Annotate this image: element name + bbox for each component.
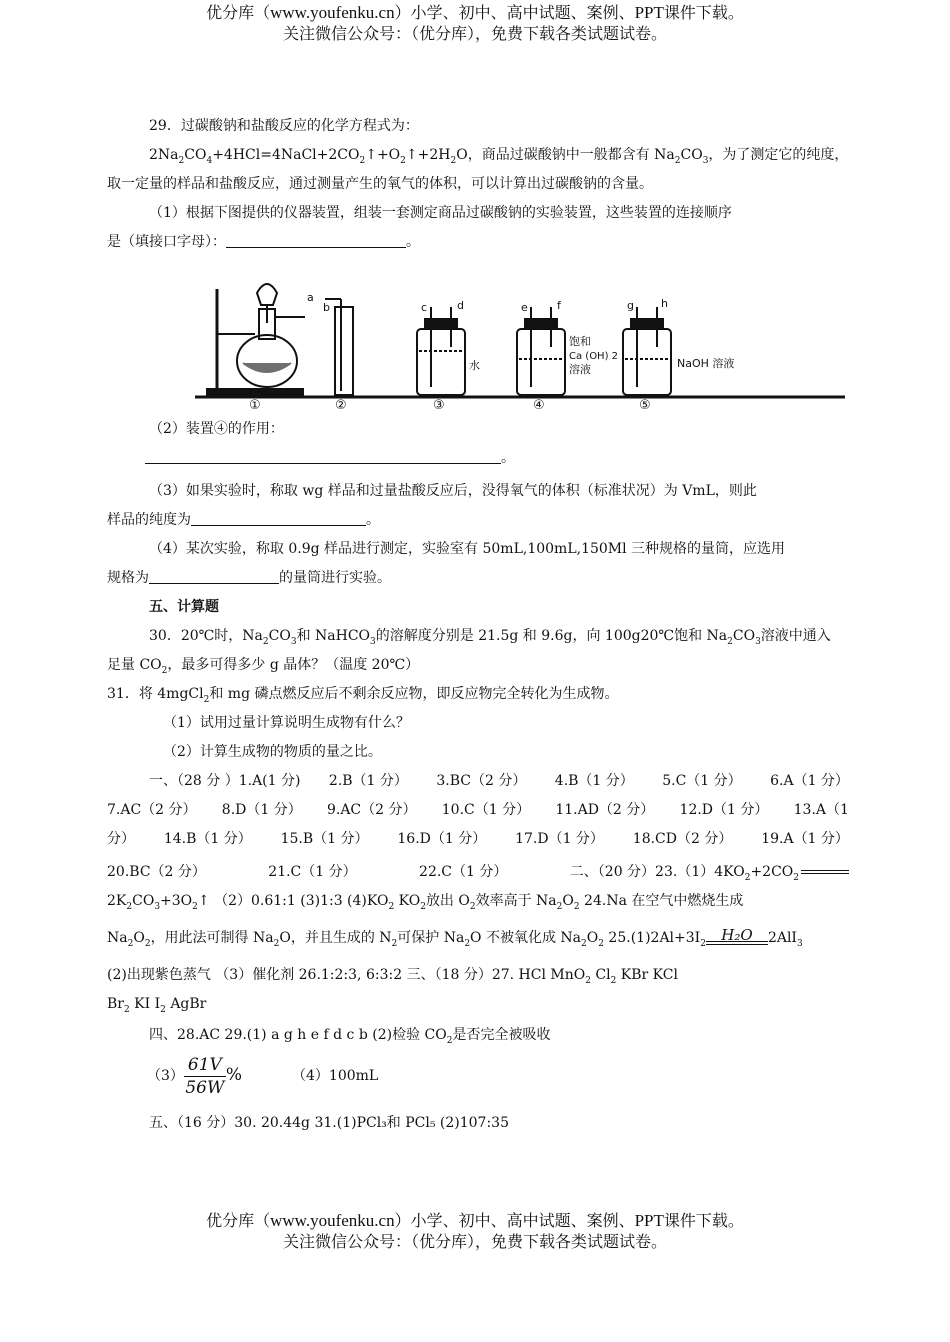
- question-29-title: 29．过碳酸钠和盐酸反应的化学方程式为：: [149, 118, 419, 134]
- page-footer: [0, 1210, 950, 1252]
- footer-url[interactable]: www.youfenku.cn: [270, 1211, 395, 1230]
- apparatus-figure: [195, 259, 845, 409]
- label-h: h: [661, 297, 668, 310]
- answer-blank[interactable]: [145, 447, 501, 464]
- answer-row-9: 四、28.AC 29.(1) a g h e f d c b (2)检验 $CO_2$是否完全被吸收: [149, 1027, 551, 1046]
- question-29-part1-answer: 是（填接口字母）： 。: [107, 228, 849, 257]
- answer-row-4: 20.BC（2 分） 21.C（1 分） 22.C（1 分） 二、（20 分）$23.(1)4KO_2+2CO_2$: [107, 858, 849, 887]
- question-29-part4-answer: 规格为 的量筒进行实验。: [107, 564, 849, 593]
- header-text: PPT: [634, 3, 664, 22]
- question-30-cont: 足量 $CO_2$，最多可得多少 g 晶体？（温度 20℃）: [107, 657, 420, 676]
- question-31: 31．将 4mgCl$_2$和 mg 磷点燃反应后不剩余反应物，即反应物完全转化为生成物。: [107, 686, 619, 705]
- label-g: g: [627, 299, 634, 312]
- stand-base: [207, 389, 303, 397]
- answer-row-1: 一、（28 分 ）1.A(1 分) 2.B（1 分） 3.BC（2 分） 4.B（1 分） 5.C（1 分） 6.A（1 分）: [149, 773, 849, 789]
- equation-equals-bar: [801, 870, 849, 874]
- apparatus-number-5: ⑤: [639, 398, 651, 409]
- purity-fraction: $\frac{61V}{56W}$: [185, 1054, 225, 1098]
- page-header: [0, 2, 950, 44]
- measuring-cylinder: [335, 307, 353, 395]
- question-29-part1: （1）根据下图提供的仪器装置，组装一套测定商品过碳酸钠的实验装置，这些装置的连接顺序: [149, 205, 732, 221]
- answer-row-3: 分） 14.B（1 分） 15.B（1 分） 16.D（1 分） 17.D（1 分） 18.CD（2 分） 19.A（1 分）: [107, 831, 849, 847]
- answer-row-8: $Br_2$ KI $I_2$ AgBr: [107, 996, 207, 1015]
- label-a: a: [307, 291, 314, 304]
- answer-row-11: 五、（16 分）30. 20.44g 31.(1)PCl₃和 PCl₅ (2)107:35: [149, 1115, 509, 1131]
- answer-row-6: $Na_2O_2$，用此法可制得 $Na_2O$，并且生成的 $N_2$可保护 $Na_2O$ 不被氧化成 $Na_2O_2$ $25.(1)2Al+3I_2$ H₂O 2AlI$_3$: [107, 924, 849, 953]
- apparatus-number-3: ③: [433, 398, 445, 409]
- round-flask: [237, 335, 297, 387]
- answer-row-7: (2)出现紫色蒸气 （3）催化剂 26.1:2:3, 6:3:2 三、（18 分）27. HCl MnO$_2$ $Cl_2$ KBr KCl: [107, 967, 678, 986]
- answer-blank[interactable]: [191, 509, 366, 526]
- answer-row-10: （3） $\frac{61V}{56W}$ % （4）100mL: [147, 1054, 379, 1098]
- question-29-part4: （4）某次实验，称取 0.9g 样品进行测定，实验室有 50mL,100mL,150Ml 三种规格的量筒，应选用: [149, 541, 786, 557]
- apparatus-number-4: ④: [533, 398, 545, 409]
- label-e: e: [521, 301, 528, 314]
- header-text: 课件下载。: [663, 3, 744, 22]
- label-b: b: [323, 301, 330, 314]
- question-29-part3: （3）如果实验时，称取 wg 样品和过量盐酸反应后，没得氧气的体积（标准状况）为 VmL，则此: [149, 483, 757, 499]
- header-line-2: 关注微信公众号：（优分库），免费下载各类试题试卷。: [282, 24, 667, 43]
- separatory-funnel: [257, 284, 277, 305]
- naoh-bottle: [623, 329, 671, 395]
- header-text: ）小学、初中、高中试题、案例、: [394, 3, 635, 22]
- question-29-equation: $2Na_2CO_4+4HCl=4NaCl+2CO_2↑+O_2↑+2H_2O$，商品过碳酸钠中一般都含有 $Na_2CO_3$，为了测定它的纯度，: [149, 147, 849, 166]
- label-caoh-2: Ca (OH) 2: [569, 351, 619, 362]
- answer-row-2: 7.AC（2 分） 8.D（1 分） 9.AC（2 分） 10.C（1 分） 11.AD（2 分） 12.D（1 分） 13.A（1: [107, 802, 849, 818]
- question-31-part2: （2）计算生成物的物质的量之比。: [163, 744, 382, 760]
- apparatus-diagram: [195, 259, 845, 409]
- answer-blank[interactable]: [149, 567, 279, 584]
- label-caoh-1: 饱和: [569, 335, 591, 348]
- label-f: f: [557, 299, 561, 312]
- section-5-title: 五、计算题: [149, 599, 219, 615]
- water-bottle: [417, 329, 465, 395]
- reaction-condition: H₂O: [706, 941, 768, 953]
- caoh-bottle: [517, 329, 565, 395]
- label-water: 水: [469, 359, 480, 372]
- question-30: 30．20℃时，$Na_2CO_3$和 NaHCO$_3$的溶解度分别是 21.5g 和 9.6g，向 100g20℃饱和 $Na_2CO_3$溶液中通入: [149, 628, 831, 647]
- apparatus-number-1: ①: [249, 398, 261, 409]
- question-29-part2-answer: 。: [107, 444, 849, 473]
- answer-row-5: $2K_2CO_3+3O_2↑$ （2）0.61:1 (3)1:3 $(4)KO_2$ $KO_2$放出 $O_2$效率高于 $Na_2O_2$ 24.Na 在空气中燃烧生成: [107, 893, 744, 912]
- question-29-part2: （2）装置④的作用：: [149, 421, 284, 437]
- question-29-text: 取一定量的样品和盐酸反应，通过测量产生的氧气的体积，可以计算出过碳酸钠的含量。: [107, 176, 653, 192]
- label-caoh-3: 溶液: [569, 363, 591, 376]
- header-url[interactable]: www.youfenku.cn: [270, 3, 395, 22]
- label-d: d: [457, 299, 464, 312]
- header-line-1: [0, 2, 950, 23]
- document-body: [107, 112, 849, 1138]
- question-31-part1: （1）试用过量计算说明生成物有什么？: [163, 715, 410, 731]
- footer-line-1: 优分库（www.youfenku.cn）小学、初中、高中试题、案例、PPT课件下载。: [206, 1211, 744, 1230]
- header-text: 优分库（: [206, 3, 271, 22]
- label-c: c: [421, 301, 428, 314]
- question-29-part3-answer: 样品的纯度为 。: [107, 506, 849, 535]
- answer-blank[interactable]: [226, 231, 406, 248]
- label-naoh: NaOH 溶液: [677, 357, 735, 370]
- footer-line-2: 关注微信公众号：（优分库），免费下载各类试题试卷。: [282, 1232, 667, 1251]
- apparatus-number-2: ②: [335, 398, 347, 409]
